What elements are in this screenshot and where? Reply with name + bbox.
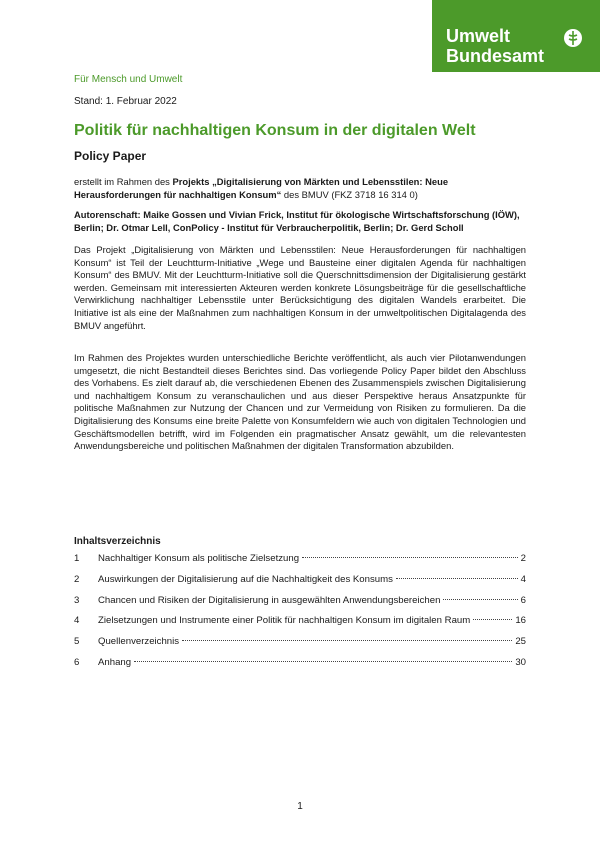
document-date: Stand: 1. Februar 2022 — [74, 96, 177, 107]
toc-leader-dots — [443, 599, 517, 600]
logo-emblem-icon — [563, 28, 583, 48]
toc-leader-dots — [182, 640, 512, 641]
logo-word-bundesamt: Bundesamt — [446, 46, 545, 66]
toc-entry-title: Nachhaltiger Konsum als politische Zielsetzung — [98, 553, 300, 564]
toc-entry-page: 25 — [515, 636, 526, 648]
toc-entry-title: Anhang — [98, 656, 132, 668]
intro-paragraph-1: Das Projekt „Digitalisierung von Märkten und Lebensstilen: Neue Herausforderungen für nachhaltigen Konsum“ ist Teil der Leuchtturm-Initiative „Wege und Bausteine einer digitalen Agenda für nachhaltigen Konsum“ des BMUV. Mit der Leuchtturm-Initiative soll die Querschnittsdimension der Digitalisierung gestärkt werden. Gemeinsam mit interessierten Akteuren werden konkrete Lösungsbeiträge für die gesellschaftliche Verwirklichung nachhaltiger Lebensstile unter Berücksichtigung des digitalen Wandels erarbeitet. Die Initiative ist als eine der Maßnahmen zum nachhaltigen Konsum in der umweltpolitischen Digitalagenda des BMUV angeführt. — [74, 244, 526, 331]
toc-entry-number: 3 — [74, 594, 80, 606]
project-name: Projekts „Digitalisierung von Märkten und Lebensstilen: Neue Herausforderungen für nachhaltigen Konsum“ — [74, 176, 449, 200]
toc-entry-number: 5 — [74, 636, 80, 648]
toc-entry-page: 6 — [520, 594, 526, 606]
toc-entry[interactable] — [74, 595, 526, 616]
page-number: 1 — [297, 801, 303, 812]
project-context-middle: des BMUV — [281, 188, 332, 200]
toc-leader-dots — [473, 619, 512, 620]
table-of-contents — [74, 553, 526, 678]
toc-leader-dots — [134, 661, 512, 662]
toc-entry-title: Quellenverzeichnis — [98, 636, 180, 648]
toc-entry-title: Auswirkungen der Digitalisierung auf die Nachhaltigkeit des Konsums — [98, 573, 393, 585]
toc-entry[interactable] — [74, 636, 526, 657]
toc-entry-page: 16 — [515, 615, 526, 627]
toc-entry-number: 2 — [74, 573, 80, 585]
toc-entry-number: 4 — [74, 615, 80, 627]
toc-entry[interactable] — [74, 553, 526, 574]
toc-entry-title: Chancen und Risiken der Digitalisierung in ausgewählten Anwendungsbereichen — [98, 594, 441, 606]
toc-entry-page: 2 — [520, 553, 526, 564]
toc-entry-page: 4 — [520, 573, 526, 585]
toc-entry[interactable] — [74, 615, 526, 636]
intro-paragraph-2: Im Rahmen des Projektes wurden unterschiedliche Berichte veröffentlicht, als auch vier Pilotanwendungen umgesetzt, die nicht Bestandteil dieses Berichtes sind. Das vorliegende Policy Paper bildet den Abschluss des Vorhabens. Es zielt darauf ab, die verschiedenen Ebenen des Zusammenspiels zwischen Digitalisierung und nachhaltigem Konsum zu veranschaulichen und aus dieser Perspektive heraus Ansatzpunkte für politische Maßnahmen zur Nutzung der Chancen und zur Vermeidung von Risiken zu formulieren. Da die Digitalisierung des Konsums eine breite Palette von Konsumfeldern wie auch von digitalen Technologien und Geschäftsmodellen betrifft, wird im Folgenden ein pragmatischer Ansatz gewählt, um die relevantesten Anwendungsbereiche und politischen Maßnahmen der digitalen Transformation abzubilden. — [74, 352, 526, 452]
toc-entry-title: Zielsetzungen und Instrumente einer Politik für nachhaltigen Konsum im digitalen Raum — [98, 615, 471, 627]
document-title: Politik für nachhaltigen Konsum in der digitalen Welt — [74, 122, 476, 139]
toc-leader-dots — [302, 557, 518, 558]
toc-entry[interactable] — [74, 657, 526, 678]
tagline: Für Mensch und Umwelt — [74, 74, 183, 85]
toc-entry[interactable] — [74, 574, 526, 595]
toc-entry-number: 1 — [74, 553, 80, 564]
toc-leader-dots — [396, 578, 518, 579]
uba-logo — [432, 0, 600, 72]
project-context — [74, 176, 526, 201]
toc-entry-page: 30 — [515, 656, 526, 668]
logo-word-umwelt: Umwelt — [446, 26, 511, 46]
authors: Autorenschaft: Maike Gossen und Vivian Frick, Institut für ökologische Wirtschaftsforschung (IÖW), Berlin; Dr. Otmar Lell, ConPolicy - Institut für Verbraucherpolitik, Berlin; Dr. Gerd Scholl — [74, 209, 520, 233]
project-code: (FKZ 3718 16 314 0) — [331, 188, 418, 200]
project-context-prefix: erstellt im Rahmen des — [74, 176, 173, 187]
toc-heading: Inhaltsverzeichnis — [74, 536, 161, 547]
document-subtitle: Policy Paper — [74, 149, 147, 163]
toc-entry-number: 6 — [74, 656, 80, 668]
